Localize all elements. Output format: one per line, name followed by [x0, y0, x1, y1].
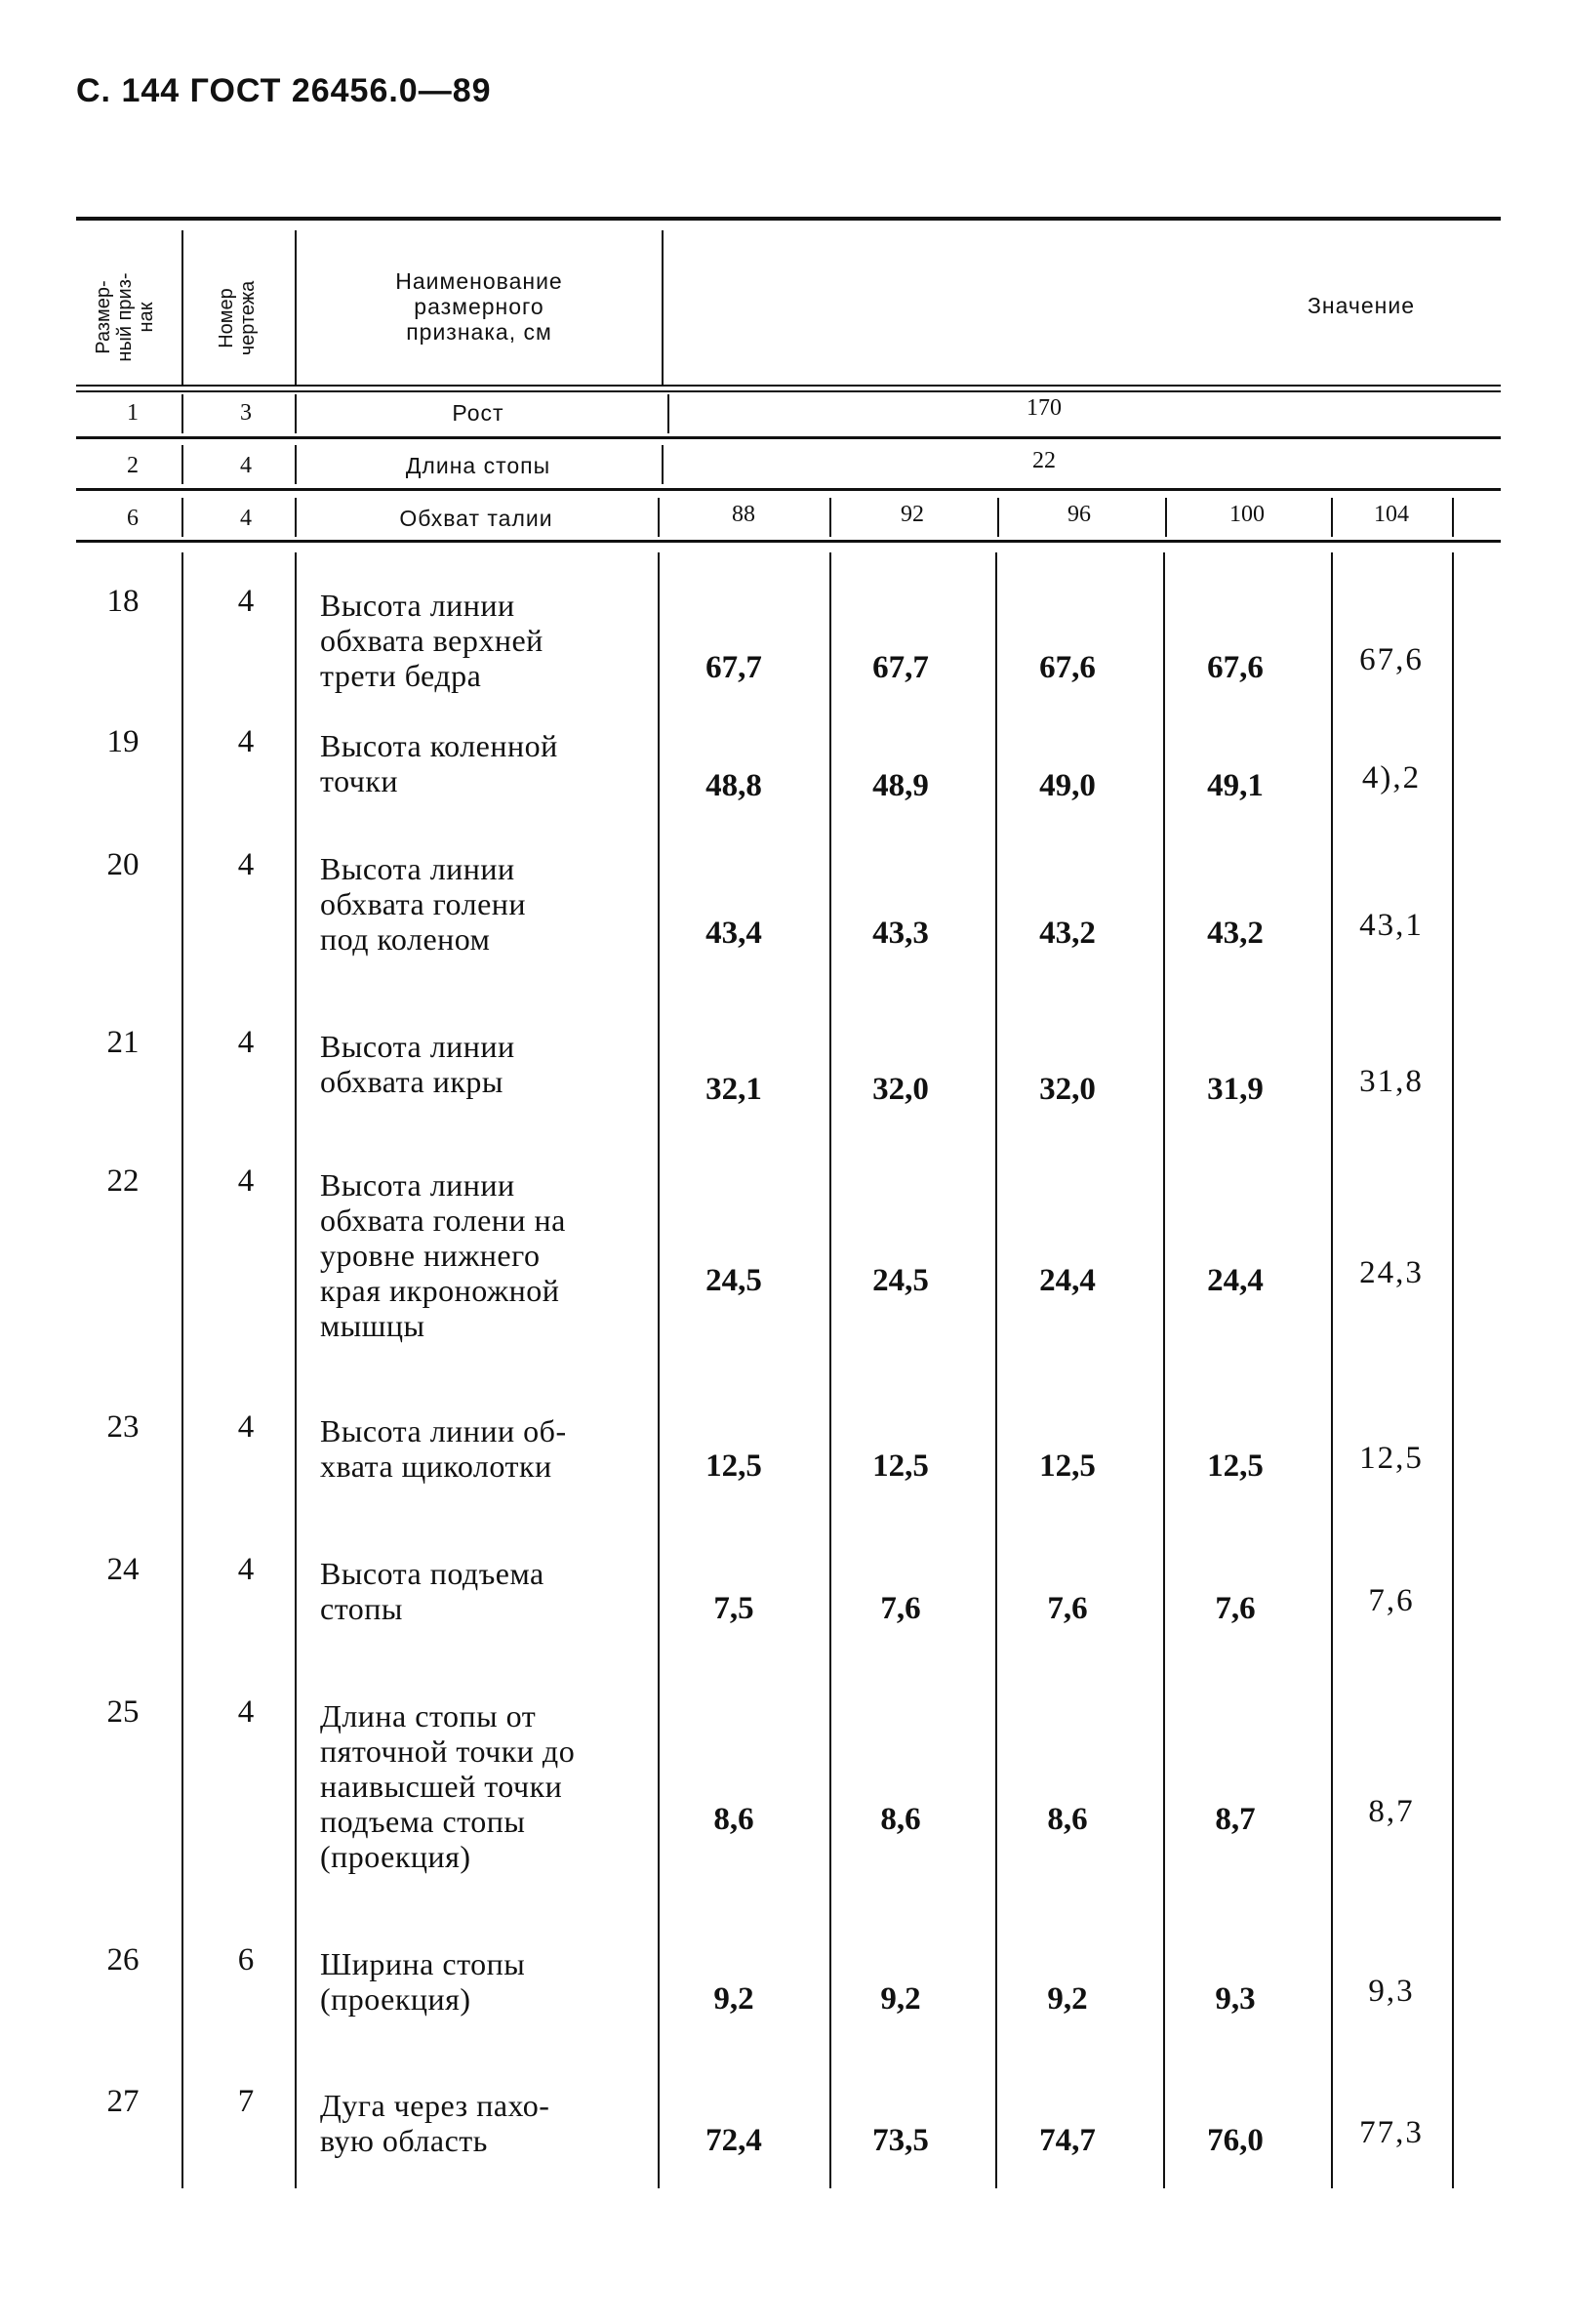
- column-header-feature: Размер- ный приз- нак: [93, 272, 157, 362]
- row-value-size-100: 49,1: [1207, 768, 1264, 803]
- row-value-size-96: 24,4: [1039, 1263, 1096, 1298]
- row-value-size-96: 43,2: [1039, 916, 1096, 951]
- row-value-size-96: 9,2: [1047, 1981, 1088, 2017]
- row-drawing-number: 4: [237, 584, 255, 619]
- body-vline-8: [1452, 552, 1454, 2188]
- row-value-size-100: 8,7: [1215, 1802, 1256, 1837]
- row-value-size-92: 48,9: [872, 768, 929, 803]
- row-value-size-92: 43,3: [872, 916, 929, 951]
- row-feature-name: Высота линии об- хвата щиколотки: [320, 1413, 567, 1484]
- row-drawing-number: 4: [237, 724, 255, 759]
- row-value-size-100: 12,5: [1207, 1448, 1264, 1484]
- row-value-size-88: 8,6: [713, 1802, 754, 1837]
- page-header: С. 144 ГОСТ 26456.0—89: [76, 72, 492, 109]
- row-value-size-88: 7,5: [713, 1591, 754, 1626]
- row-drawing-number: 4: [237, 847, 255, 882]
- body-vline-5: [995, 552, 997, 2188]
- row-rule-2: [76, 436, 1501, 439]
- row-value-size-92: 32,0: [872, 1072, 929, 1107]
- row-value-size-88: 9,2: [713, 1981, 754, 2017]
- row-drawing-number: 4: [237, 1163, 255, 1199]
- body-vline-3: [658, 552, 660, 2188]
- row-value-size-92: 7,6: [880, 1591, 921, 1626]
- row-drawing-number: 4: [237, 1694, 255, 1730]
- row-feature-name: Высота линии обхвата верхней трети бедра: [320, 588, 543, 693]
- row-value-size-96: 67,6: [1039, 650, 1096, 685]
- row-value-size-104: 12,5: [1359, 1441, 1424, 1476]
- row-value-size-100: 7,6: [1215, 1591, 1256, 1626]
- table-top-rule: [76, 217, 1501, 221]
- sub-vline-6c: [1165, 498, 1167, 537]
- header-bottom-rule: [76, 385, 1501, 387]
- row-feature-name: Высота подъема стопы: [320, 1556, 544, 1626]
- waist-num: 6: [127, 506, 139, 531]
- height-num: 1: [127, 400, 139, 426]
- body-vline-6: [1163, 552, 1165, 2188]
- body-vline-7: [1331, 552, 1333, 2188]
- row-feature-number: 25: [106, 1694, 140, 1730]
- row-value-size-100: 24,4: [1207, 1263, 1264, 1298]
- row-value-size-92: 73,5: [872, 2123, 929, 2158]
- row-value-size-100: 67,6: [1207, 650, 1264, 685]
- row-value-size-104: 31,8: [1359, 1064, 1424, 1099]
- sub-vline-1b: [181, 445, 183, 484]
- body-vline-4: [829, 552, 831, 2188]
- waist-size-100: 100: [1229, 502, 1265, 527]
- row-value-size-104: 7,6: [1368, 1583, 1415, 1618]
- row-drawing-number: 4: [237, 1552, 255, 1587]
- row-value-size-100: 76,0: [1207, 2123, 1264, 2158]
- row-value-size-96: 49,0: [1039, 768, 1096, 803]
- row-value-size-96: 8,6: [1047, 1802, 1088, 1837]
- row-value-size-88: 24,5: [705, 1263, 762, 1298]
- row-value-size-96: 74,7: [1039, 2123, 1096, 2158]
- row-feature-name: Высота коленной точки: [320, 728, 558, 798]
- row-feature-number: 24: [106, 1552, 140, 1587]
- row-drawing-number: 4: [237, 1025, 255, 1060]
- row-feature-number: 18: [106, 584, 140, 619]
- row-value-size-96: 7,6: [1047, 1591, 1088, 1626]
- row-value-size-104: 4),2: [1361, 760, 1422, 795]
- height-label: Рост: [452, 400, 504, 426]
- body-vline-2: [295, 552, 297, 2188]
- height-drawing: 3: [240, 400, 252, 426]
- row-feature-name: Длина стопы от пяточной точки до наивысшей точки подъема стопы (проекция): [320, 1698, 576, 1874]
- row-drawing-number: 7: [237, 2084, 255, 2119]
- row-value-size-96: 32,0: [1039, 1072, 1096, 1107]
- row-value-size-92: 9,2: [880, 1981, 921, 2017]
- row-feature-number: 26: [106, 1942, 140, 1977]
- row-value-size-88: 43,4: [705, 916, 762, 951]
- sub-vline-4c: [829, 498, 831, 537]
- foot-length-value: 22: [1032, 448, 1056, 473]
- waist-size-88: 88: [732, 502, 755, 527]
- row-feature-name: Высота линии обхвата голени на уровне нижнего края икроножной мышцы: [320, 1167, 566, 1343]
- row-rule-4: [76, 540, 1501, 543]
- row-value-size-88: 67,7: [705, 650, 762, 685]
- waist-size-104: 104: [1374, 502, 1409, 527]
- row-value-size-92: 67,7: [872, 650, 929, 685]
- row-feature-number: 20: [106, 847, 140, 882]
- row-value-size-92: 24,5: [872, 1263, 929, 1298]
- foot-length-num: 2: [127, 453, 139, 478]
- row-value-size-88: 48,8: [705, 768, 762, 803]
- row-value-size-88: 32,1: [705, 1072, 762, 1107]
- row-rule-3: [76, 488, 1501, 491]
- row-rule-1: [76, 390, 1501, 392]
- sub-vline-8c: [1452, 498, 1454, 537]
- column-header-drawing: Номер чертежа: [216, 280, 259, 356]
- row-value-size-104: 43,1: [1359, 908, 1424, 943]
- row-feature-number: 23: [106, 1409, 140, 1445]
- column-header-value: Значение: [1308, 293, 1415, 318]
- foot-length-label: Длина стопы: [405, 453, 551, 478]
- row-value-size-88: 72,4: [705, 2123, 762, 2158]
- row-value-size-104: 8,7: [1368, 1794, 1415, 1829]
- row-value-size-104: 24,3: [1359, 1255, 1424, 1290]
- body-vline-1: [181, 552, 183, 2188]
- row-feature-number: 19: [106, 724, 140, 759]
- row-value-size-92: 12,5: [872, 1448, 929, 1484]
- waist-drawing: 4: [240, 506, 252, 531]
- row-value-size-92: 8,6: [880, 1802, 921, 1837]
- sub-vline-1c: [181, 498, 183, 537]
- row-value-size-100: 9,3: [1215, 1981, 1256, 2017]
- waist-label: Обхват талии: [399, 506, 553, 531]
- row-feature-name: Высота линии обхвата голени под коленом: [320, 851, 527, 957]
- sub-vline-3b: [662, 445, 664, 484]
- row-value-size-100: 43,2: [1207, 916, 1264, 951]
- row-value-size-104: 9,3: [1368, 1974, 1415, 2009]
- sub-vline-3c: [658, 498, 660, 537]
- row-feature-number: 22: [106, 1163, 140, 1199]
- row-feature-name: Дуга через пахо- вую область: [320, 2088, 550, 2158]
- row-drawing-number: 6: [237, 1942, 255, 1977]
- row-feature-name: Ширина стопы (проекция): [320, 1946, 526, 2017]
- sub-vline-5c: [997, 498, 999, 537]
- row-value-size-100: 31,9: [1207, 1072, 1264, 1107]
- sub-vline-3a: [667, 394, 669, 433]
- row-value-size-104: 77,3: [1359, 2115, 1424, 2150]
- row-value-size-88: 12,5: [705, 1448, 762, 1484]
- waist-size-92: 92: [901, 502, 924, 527]
- foot-length-drawing: 4: [240, 453, 252, 478]
- row-value-size-104: 67,6: [1359, 642, 1424, 677]
- header-vline-1: [181, 230, 183, 385]
- row-value-size-96: 12,5: [1039, 1448, 1096, 1484]
- row-feature-number: 21: [106, 1025, 140, 1060]
- waist-size-96: 96: [1067, 502, 1091, 527]
- row-feature-number: 27: [106, 2084, 140, 2119]
- row-feature-name: Высота линии обхвата икры: [320, 1029, 515, 1099]
- height-value: 170: [1027, 395, 1062, 421]
- sub-vline-1a: [181, 394, 183, 433]
- column-header-name: Наименование размерного признака, см: [395, 268, 563, 345]
- row-drawing-number: 4: [237, 1409, 255, 1445]
